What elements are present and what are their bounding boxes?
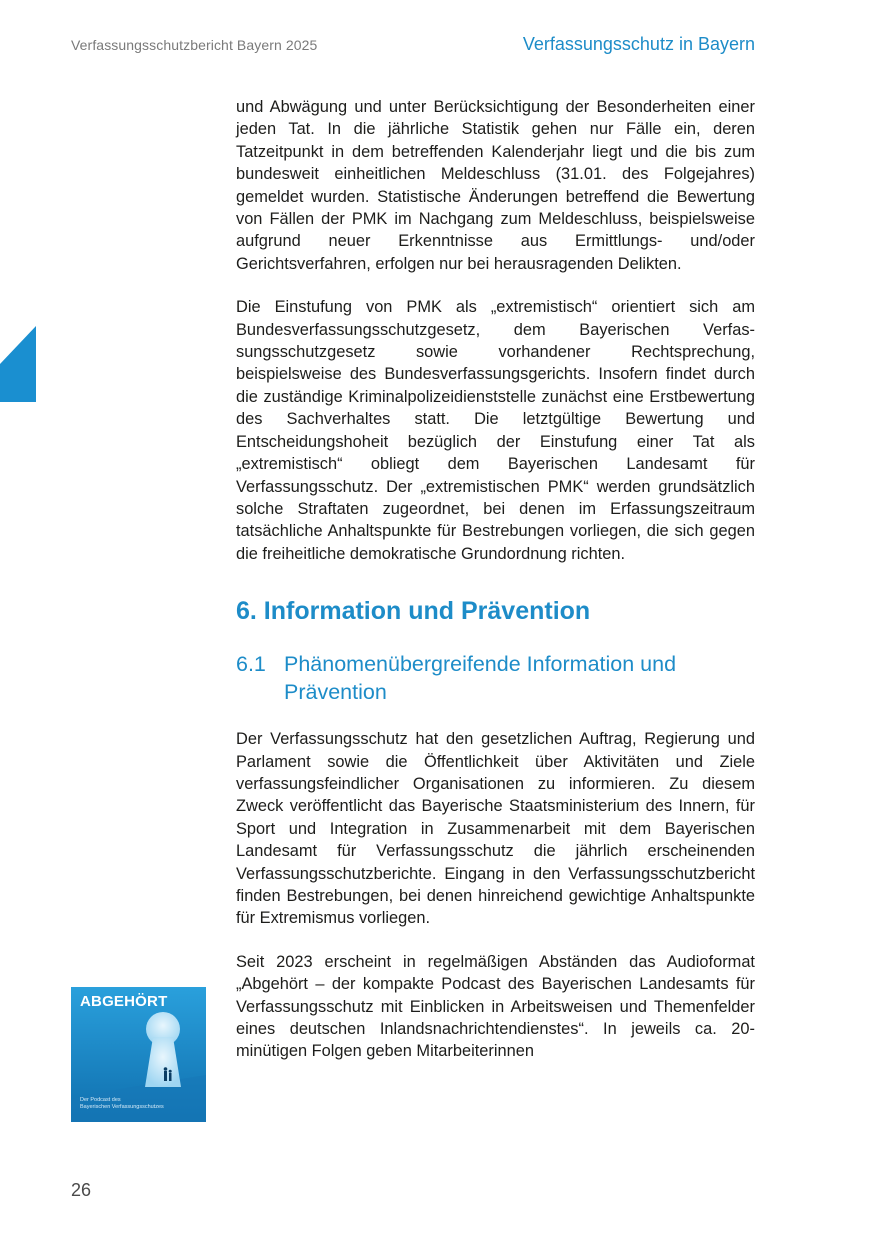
running-head-left: Verfassungsschutzbericht Bayern 2025 bbox=[71, 37, 318, 53]
podcast-cover-title: ABGEHÖRT bbox=[80, 993, 168, 1010]
subsection-heading bbox=[236, 650, 755, 706]
podcast-cover-subtitle-line2: Bayerischen Verfassungsschutzes bbox=[80, 1104, 164, 1110]
running-head-right: Verfassungsschutz in Bayern bbox=[522, 34, 755, 54]
podcast-cover-subtitle bbox=[80, 1097, 200, 1111]
chapter-tab-marker bbox=[0, 326, 36, 402]
subsection-title: Phänomenübergreifende Information und Prävention bbox=[284, 652, 677, 705]
paragraph-statistics: und Abwägung und unter Berücksichtigung der Besonderheiten einer jeden Tat. In die jährliche Statistik gehen nur Fälle ein, deren Tatzeitpunkt in dem betreffenden Kalenderjahr liegt und die bis zum bundesweit einheitlichen Meldeschluss (31.01. des Folgejahres) gemeldet wurden. Statistische Änderungen betreffend die Bewertung von Fällen der PMK im Nachgang zum Meldeschluss, beispielsweise aufgrund neuer Erkenntnisse aus Ermittlungs- und/oder Gerichtsverfahren, erfolgen nur bei herausragenden Delikten. bbox=[236, 98, 755, 273]
main-text-column bbox=[236, 96, 755, 1084]
paragraph-podcast: Seit 2023 erscheint in regelmäßigen Abständen das Audioformat „Abgehört – der kompakte Podcast des Bayerischen Landesamts für Verfassungsschutz mit Einblicken in Arbeitsweisen und Themenfelder eines deutschen Inlandsnachrichtendienstes“. In jeweils ca. 20-minütigen Folgen geben Mitarbeiterinnen bbox=[236, 952, 755, 1061]
page-number: 26 bbox=[71, 1180, 92, 1200]
podcast-cover-image bbox=[71, 987, 206, 1122]
podcast-cover-subtitle-line1: Der Podcast des bbox=[80, 1097, 121, 1103]
paragraph-mandate: Der Verfassungsschutz hat den gesetzlichen Auftrag, Regierung und Parlament sowie die Öffentlichkeit über Aktivitäten und Ziele verfassungsfeindlicher Organisationen zu informieren. Zu diesem Zweck veröffentlicht das Bayerische Staatsministerium des Innern, für Sport und Integration in Zusammenarbeit mit dem Bayerischen Landesamt für Verfassungsschutz die jährlich erscheinenden Verfassungsschutzberichte. Eingang in den Verfassungsschutzbericht finden Bestrebungen, bei denen hinreichend gewichtige Anhaltspunkte für Extremismus vorliegen. bbox=[236, 730, 755, 928]
paragraph-classification: Die Einstufung von PMK als „extremistisch“ orientiert sich am Bundesverfassungsschutzgesetz, dem Bayerischen Verfassungsschutzgesetz sowie vorhandener Rechtsprechung, beispielsweise des Bundesverfassungsgerichts. Insofern findet durch die zuständige Kriminalpolizeidienststelle zunächst eine Erstbewertung des Sachverhaltes statt. Die letztgültige Bewertung und Entscheidungshoheit bezüglich der Einstufung einer Tat als „extremistisch“ obliegt dem Bayerischen Landesamt für Verfassungsschutz. Der „extremistischen PMK“ werden grundsätzlich solche Straftaten zugeordnet, bei denen im Erfassungszeitraum tatsächliche Anhaltspunkte für Bestrebungen vorliegen, die sich gegen die freiheitliche demokratische Grundordnung richten. bbox=[236, 298, 755, 563]
subsection-number: 6.1 bbox=[236, 652, 266, 677]
section-heading: 6. Information und Prävention bbox=[236, 597, 591, 626]
